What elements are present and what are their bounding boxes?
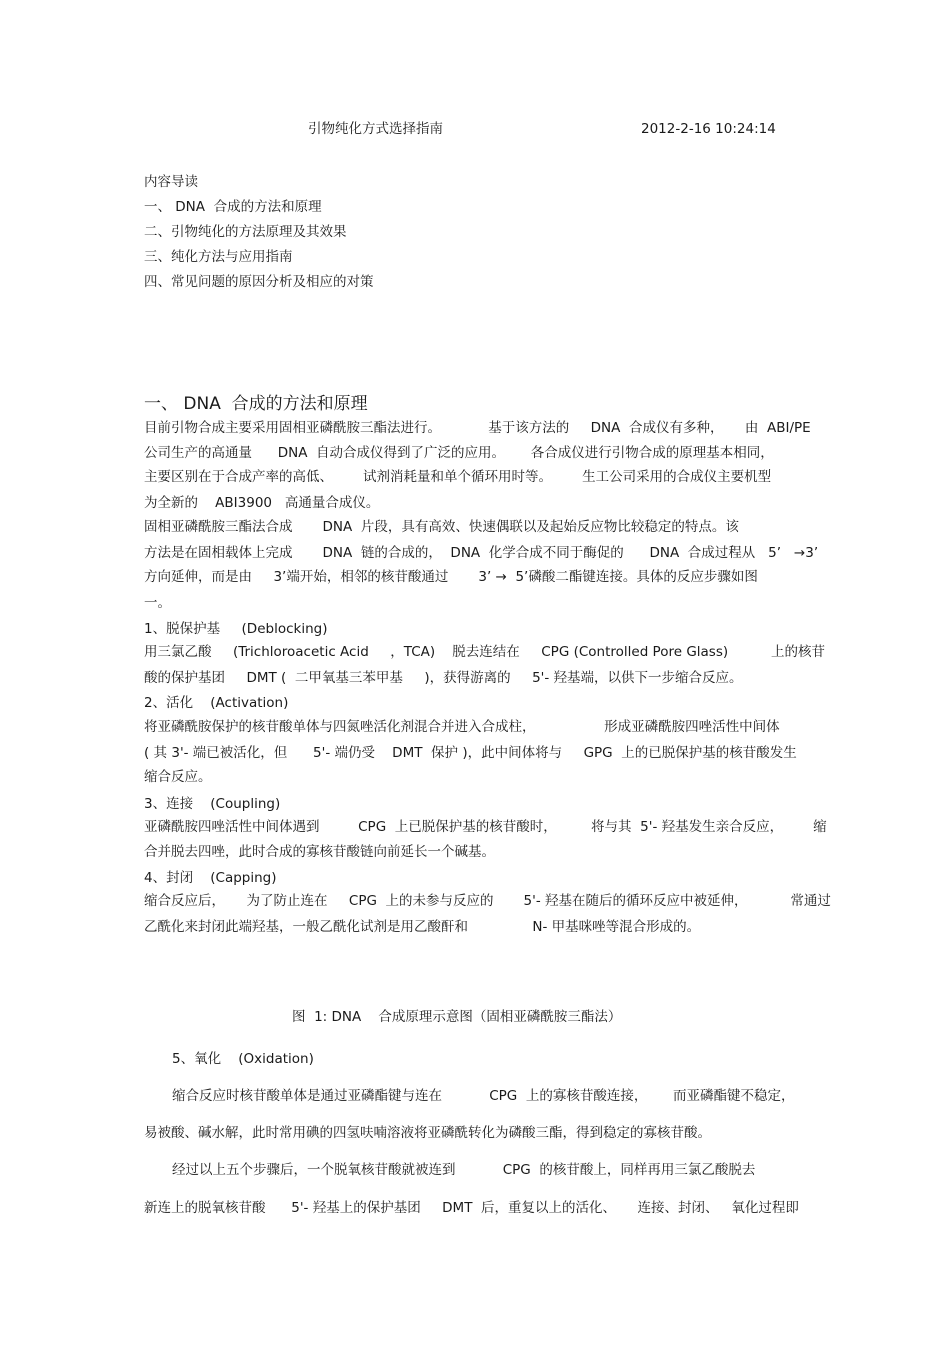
paragraph-line: 用三氯乙酸 (Trichloroacetic Acid ，TCA) 脱去连结在 CPG (Controlled Pore Glass) 上的核苷: [144, 644, 826, 660]
paragraph-line: 缩合反应后， 为了防止连在 CPG 上的未参与反应的 5'- 羟基在随后的循环反应中被延伸， 常通过: [144, 893, 831, 909]
toc-heading: 内容导读: [144, 174, 198, 190]
paragraph-line: ( 其 3'- 端已被活化，但 5'- 端仍受 DMT 保护 )，此中间体将与 GPG 上的已脱保护基的核苷酸发生: [144, 745, 797, 761]
paragraph-line: 主要区别在于合成产率的高低、 试剂消耗量和单个循环用时等。 生工公司采用的合成仪主要机型: [144, 469, 772, 485]
paragraph-line: 为全新的 ABI3900 高通量合成仪。: [144, 495, 380, 511]
toc-item: 一、 DNA 合成的方法和原理: [144, 199, 322, 215]
timestamp: 2012-2-16 10:24:14: [641, 121, 776, 137]
paragraph-line: 合并脱去四唑，此时合成的寡核苷酸链向前延长一个碱基。: [144, 844, 495, 860]
paragraph-line: 新连上的脱氧核苷酸 5'- 羟基上的保护基团 DMT 后，重复以上的活化、 连接、封闭、 氧化过程即: [144, 1200, 799, 1216]
toc-item: 四、常见问题的原因分析及相应的对策: [144, 274, 374, 290]
paragraph-line: 经过以上五个步骤后，一个脱氧核苷酸就被连到 CPG 的核苷酸上，同样再用三氯乙酸脱去: [172, 1162, 756, 1178]
step-heading: 3、连接 (Coupling): [144, 796, 281, 812]
figure-caption: 图 1: DNA 合成原理示意图（固相亚磷酰胺三酯法）: [292, 1009, 622, 1025]
section-heading: 一、 DNA 合成的方法和原理: [144, 394, 368, 414]
paragraph-line: 公司生产的高通量 DNA 自动合成仪得到了广泛的应用。 各合成仪进行引物合成的原理基本相同，: [144, 445, 774, 461]
paragraph-line: 方法是在固相载体上完成 DNA 链的合成的， DNA 化学合成不同于酶促的 DNA 合成过程从 5’ →3’: [144, 545, 819, 561]
paragraph-line: 将亚磷酰胺保护的核苷酸单体与四氮唑活化剂混合并进入合成柱， 形成亚磷酰胺四唑活性中间体: [144, 719, 780, 735]
paragraph-line: 方向延伸，而是由 3’端开始，相邻的核苷酸通过 3’ → 5’磷酸二酯键连接。具体的反应步骤如图: [144, 569, 758, 585]
toc-item: 三、纯化方法与应用指南: [144, 249, 293, 265]
step-heading: 4、封闭 (Capping): [144, 870, 277, 886]
paragraph-line: 一。: [144, 595, 171, 611]
step-heading: 5、氧化 (Oxidation): [172, 1051, 314, 1067]
paragraph-line: 亚磷酰胺四唑活性中间体遇到 CPG 上已脱保护基的核苷酸时， 将与其 5'- 羟基发生亲合反应， 缩: [144, 819, 827, 835]
paragraph-line: 酸的保护基团 DMT ( 二甲氧基三苯甲基 )，获得游离的 5'- 羟基端，以供下一步缩合反应。: [144, 670, 743, 686]
step-heading: 2、活化 (Activation): [144, 695, 289, 711]
paragraph-line: 易被酸、碱水解，此时常用碘的四氢呋喃溶液将亚磷酰转化为磷酸三酯，得到稳定的寡核苷酸。: [144, 1125, 711, 1141]
toc-item: 二、引物纯化的方法原理及其效果: [144, 224, 347, 240]
paragraph-line: 缩合反应。: [144, 769, 212, 785]
paragraph-line: 目前引物合成主要采用固相亚磷酰胺三酯法进行。 基于该方法的 DNA 合成仪有多种， 由 ABI/PE: [144, 420, 811, 436]
paragraph-line: 固相亚磷酰胺三酯法合成 DNA 片段，具有高效、快速偶联以及起始反应物比较稳定的特点。该: [144, 519, 739, 535]
paragraph-line: 乙酰化来封闭此端羟基，一般乙酰化试剂是用乙酸酐和 N- 甲基咪唑等混合形成的。: [144, 919, 701, 935]
page-title: 引物纯化方式选择指南: [308, 121, 443, 137]
step-heading: 1、脱保护基 (Deblocking): [144, 621, 328, 637]
paragraph-line: 缩合反应时核苷酸单体是通过亚磷酯键与连在 CPG 上的寡核苷酸连接， 而亚磷酯键不稳定，: [172, 1088, 795, 1104]
